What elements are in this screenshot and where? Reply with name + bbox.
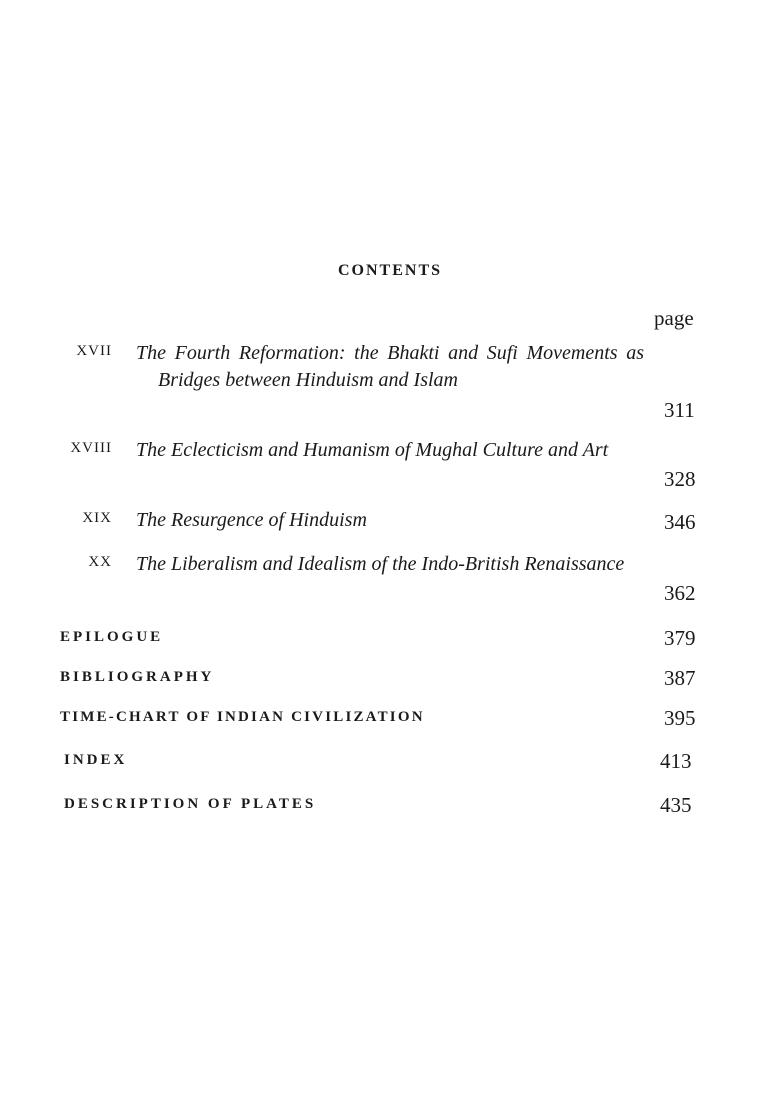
section-label: BIBLIOGRAPHY bbox=[60, 669, 215, 685]
section-page: 413 bbox=[660, 749, 692, 773]
chapter-title: The Eclecticism and Humanism of Mughal Culture and Art bbox=[136, 439, 609, 461]
chapter-number: XX bbox=[88, 554, 112, 570]
section-label: DESCRIPTION OF PLATES bbox=[64, 796, 317, 812]
contents-heading: CONTENTS bbox=[337, 262, 443, 279]
page-column-label: page bbox=[654, 306, 694, 330]
chapter-number: XVII bbox=[76, 343, 112, 359]
section-label: EPILOGUE bbox=[60, 629, 164, 645]
section-page: 395 bbox=[664, 706, 696, 730]
chapter-title: The Fourth Reformation: the Bhakti and Sufi Movements as Bridges between Hinduism and Islam bbox=[136, 342, 644, 391]
chapter-page: 328 bbox=[664, 467, 696, 491]
chapter-number: XVIII bbox=[70, 440, 112, 456]
chapter-title: The Liberalism and Idealism of the Indo-British Renaissance bbox=[136, 553, 625, 575]
chapter-page: 346 bbox=[664, 510, 696, 534]
chapter-title: The Resurgence of Hinduism bbox=[136, 509, 367, 531]
section-page: 387 bbox=[664, 666, 696, 690]
section-label: INDEX bbox=[64, 752, 128, 768]
chapter-number: XIX bbox=[82, 510, 112, 526]
section-page: 435 bbox=[660, 793, 692, 817]
chapter-page: 311 bbox=[664, 398, 695, 422]
chapter-page: 362 bbox=[664, 581, 696, 605]
section-label: TIME-CHART OF INDIAN CIVILIZATION bbox=[60, 709, 425, 725]
section-page: 379 bbox=[664, 626, 696, 650]
